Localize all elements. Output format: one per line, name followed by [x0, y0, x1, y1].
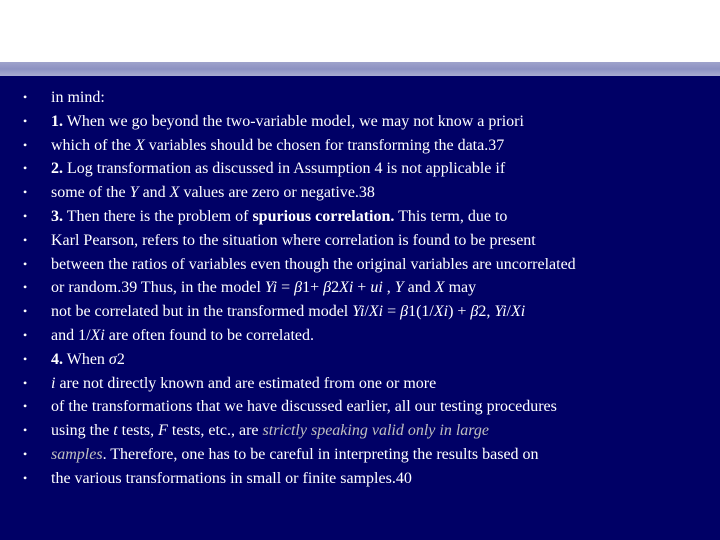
bullet-icon: •: [23, 375, 28, 390]
bullet-line: [0, 157, 720, 181]
bullet-line: [0, 419, 720, 443]
bullet-list: [0, 86, 720, 491]
bullet-line: [0, 348, 720, 372]
line-text: the various transformations in small or finite samples.40: [51, 469, 412, 487]
bullet-icon: •: [23, 232, 28, 247]
bullet-icon: •: [23, 304, 28, 319]
bullet-icon: •: [23, 280, 28, 295]
bullet-line: [0, 467, 720, 491]
bullet-icon: •: [23, 423, 28, 438]
bullet-icon: •: [23, 137, 28, 152]
line-text: which of the X variables should be chosen for transforming the data.37: [51, 136, 505, 154]
header-stripe: [0, 62, 720, 76]
bullet-line: [0, 276, 720, 300]
bullet-icon: •: [23, 161, 28, 176]
line-text: not be correlated but in the transformed model Yi/Xi = β1(1/Xi) + β2, Yi/Xi: [51, 303, 526, 321]
bullet-line: [0, 134, 720, 158]
bullet-icon: •: [23, 446, 28, 461]
bullet-line: [0, 300, 720, 324]
title-area: [0, 0, 720, 62]
bullet-icon: •: [23, 90, 28, 104]
bullet-icon: •: [23, 399, 28, 414]
bullet-icon: •: [23, 256, 28, 271]
bullet-icon: •: [23, 470, 28, 485]
bullet-icon: •: [23, 327, 28, 342]
line-text: in mind:: [51, 89, 105, 106]
line-text: samples. Therefore, one has to be careful in interpreting the results based on: [51, 445, 539, 463]
line-text: 4. When σ2: [51, 350, 125, 368]
line-text: 2. Log transformation as discussed in Assumption 4 is not applicable if: [51, 160, 506, 178]
bullet-line: [0, 205, 720, 229]
bullet-icon: •: [23, 351, 28, 366]
bullet-line: [0, 443, 720, 467]
bullet-line: [0, 229, 720, 253]
bullet-icon: •: [23, 113, 28, 128]
line-text: i are not directly known and are estimated from one or more: [51, 374, 437, 392]
line-text: 1. When we go beyond the two-variable model, we may not know a priori: [51, 112, 524, 130]
bullet-line: [0, 395, 720, 419]
bullet-line: [0, 324, 720, 348]
line-text: some of the Y and X values are zero or negative.38: [51, 184, 375, 202]
bullet-line: [0, 110, 720, 134]
line-text: using the t tests, F tests, etc., are strictly speaking valid only in large: [51, 422, 490, 440]
line-text: 3. Then there is the problem of spurious correlation. This term, due to: [51, 207, 508, 225]
line-text: Karl Pearson, refers to the situation where correlation is found to be present: [51, 231, 536, 249]
bullet-icon: •: [23, 208, 28, 223]
bullet-line: [0, 372, 720, 396]
line-text: or random.39 Thus, in the model Yi = β1+ β2Xi + ui , Y and X may: [51, 279, 477, 297]
bullet-line: [0, 86, 720, 110]
line-text: of the transformations that we have discussed earlier, all our testing procedures: [51, 398, 557, 416]
line-text: and 1/Xi are often found to be correlated.: [51, 326, 314, 344]
bullet-line: [0, 181, 720, 205]
line-text: between the ratios of variables even though the original variables are uncorrelated: [51, 255, 576, 273]
bullet-icon: •: [23, 185, 28, 200]
bullet-line: [0, 253, 720, 277]
